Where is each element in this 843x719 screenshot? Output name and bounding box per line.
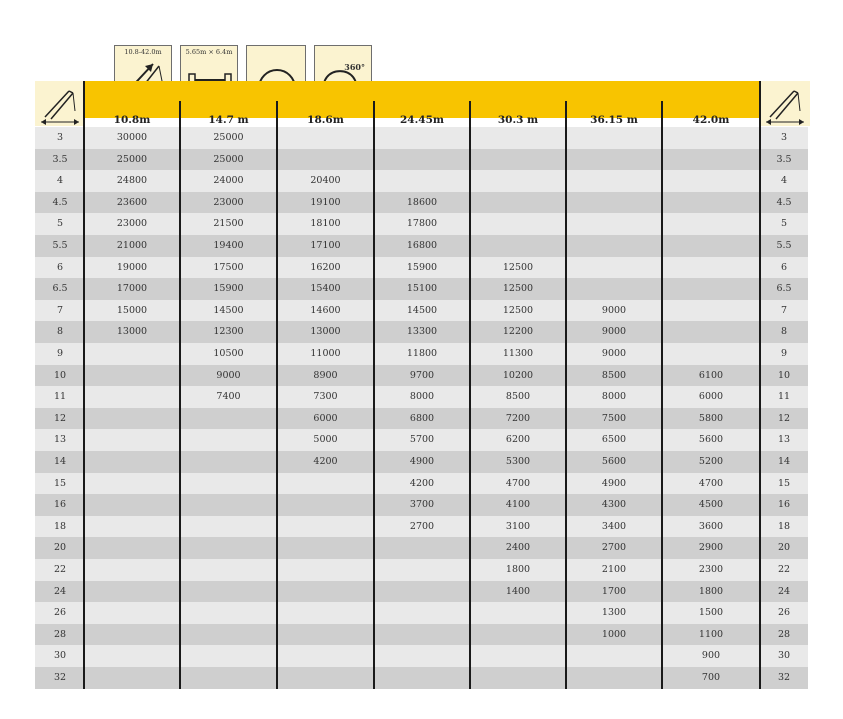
radius-right-cell: 7 [780,304,788,316]
load-cell [84,645,180,667]
load-cell: 17100 [310,240,341,251]
load-cell [374,602,470,624]
load-cell [277,581,374,603]
load-cell [277,559,374,581]
load-cell [180,581,277,603]
radius-right-cell: 5 [780,218,788,230]
radius-right-cell: 13 [777,434,791,446]
column-divider [276,101,278,689]
radius-left-cell: 3.5 [52,153,68,165]
radius-right-cell: 3 [780,132,788,143]
load-cell: 30000 [116,132,148,143]
load-cell: 13000 [310,326,341,338]
load-cell: 25000 [116,153,148,165]
load-cell: 1800 [505,564,531,575]
load-cell [374,127,470,149]
radius-left-cell: 12 [53,412,67,424]
load-cell [180,559,277,581]
load-cell: 19400 [213,240,244,251]
load-cell: 4500 [698,499,724,511]
load-cell [180,429,277,451]
load-cell: 9000 [601,348,627,359]
radius-right-cell: 14 [777,456,791,467]
load-cell [277,127,374,149]
radius-right-cell: 4.5 [776,196,792,208]
load-cell [277,645,374,667]
load-cell: 3600 [698,520,724,532]
load-cell: 16800 [406,240,438,251]
table-row [35,257,808,279]
table-row [35,408,808,430]
load-cell [566,278,662,300]
radius-left-cell: 20 [53,542,67,554]
load-cell [84,516,180,538]
boom-range-label: 10.8-42.0m [124,48,162,56]
load-cell: 2700 [409,520,435,532]
load-cell: 4200 [409,477,435,489]
load-cell: 25000 [213,132,244,143]
load-cell [374,667,470,689]
load-cell: 4700 [505,477,531,489]
load-cell: 12500 [502,304,534,316]
table-row [35,624,808,646]
load-cell: 1700 [601,585,627,597]
table-row [35,386,808,408]
table-row [35,494,808,516]
load-cell [470,235,566,257]
load-cell: 17500 [213,261,244,273]
radius-left-cell: 8 [56,326,64,338]
load-cell [470,170,566,192]
load-cell: 2900 [698,542,724,554]
table-row [35,429,808,451]
load-cell [180,408,277,430]
load-cell [470,192,566,214]
load-cell: 8500 [505,391,531,403]
table-row [35,602,808,624]
column-header-4: 24.45m [400,114,444,126]
table-row [35,537,808,559]
load-cell [470,213,566,235]
radius-left-cell: 3 [56,132,64,143]
load-cell [374,645,470,667]
radius-left-cell: 5 [56,218,64,230]
load-cell: 6500 [601,434,627,446]
load-cell: 3400 [601,520,627,532]
load-cell [277,537,374,559]
load-cell: 2700 [601,542,627,554]
radius-left-cell: 32 [53,672,67,683]
radius-left-cell: 30 [53,650,67,662]
load-cell: 1400 [505,585,531,597]
load-cell [662,213,760,235]
radius-right-cell: 32 [777,672,791,683]
table-row [35,149,808,171]
load-cell: 1000 [601,628,627,640]
load-cell [662,257,760,279]
column-divider [661,101,663,689]
load-cell: 13000 [116,326,148,338]
load-cell: 5700 [409,434,435,446]
load-cell [84,559,180,581]
load-cell: 5300 [505,456,531,467]
load-cell: 4300 [601,499,627,511]
load-cell: 14500 [213,304,244,316]
column-header-2: 14.7 m [208,114,249,126]
radius-right-cell: 6 [780,261,788,273]
load-cell: 5800 [698,412,724,424]
table-row [35,321,808,343]
load-cell: 9000 [216,369,241,381]
load-cell [470,667,566,689]
load-cell: 700 [701,672,721,683]
load-cell [180,602,277,624]
column-header-5: 30.3 m [497,114,539,126]
radius-left-cell: 28 [53,628,67,640]
load-cell: 16200 [310,261,341,273]
load-cell: 24800 [116,175,148,187]
load-cell [277,516,374,538]
load-cell [662,149,760,171]
radius-right-cell: 12 [777,412,791,424]
column-header-6: 36.15 m [590,114,638,126]
table-row [35,213,808,235]
radius-right-cell: 3.5 [776,153,792,165]
load-cell: 2100 [601,564,627,575]
radius-left-cell: 14 [53,456,67,467]
load-cell [566,645,662,667]
table-row [35,300,808,322]
load-cell: 900 [701,650,721,662]
table-row [35,581,808,603]
load-cell: 19100 [310,196,341,208]
load-cell: 8500 [601,369,627,381]
load-cell [84,473,180,495]
load-cell [662,235,760,257]
radius-right-cell: 6.5 [776,283,792,295]
load-cell [84,429,180,451]
load-cell: 6800 [409,412,435,424]
load-cell: 15400 [310,283,341,295]
column-divider [759,81,761,689]
load-cell: 15900 [213,283,244,295]
load-cell [180,494,277,516]
load-cell: 15100 [406,283,438,295]
load-cell: 2300 [698,564,724,575]
load-cell [180,516,277,538]
load-cell: 5600 [698,434,724,446]
column-divider [469,101,471,689]
load-cell [374,537,470,559]
load-cell [277,624,374,646]
radius-left-cell: 24 [53,585,67,597]
radius-right-cell: 11 [777,391,791,403]
load-cell [180,473,277,495]
load-cell: 23000 [116,218,148,230]
load-cell [84,343,180,365]
load-cell [566,213,662,235]
load-cell [566,257,662,279]
load-cell: 3100 [505,520,531,532]
load-cell: 18600 [406,196,438,208]
load-cell [566,149,662,171]
right-corner-crane-icon [760,81,810,126]
table-row [35,516,808,538]
load-cell: 9000 [601,304,627,316]
radius-right-cell: 30 [777,650,791,662]
radius-left-cell: 15 [53,477,67,489]
radius-left-cell: 7 [56,304,64,316]
load-cell [470,645,566,667]
load-cell [84,537,180,559]
load-cell [374,581,470,603]
radius-right-cell: 15 [777,477,791,489]
load-cell [374,149,470,171]
radius-left-cell: 13 [53,434,67,446]
load-cell: 12300 [213,326,244,338]
load-cell [84,386,180,408]
load-cell [662,321,760,343]
load-cell: 6200 [505,434,531,446]
load-cell: 12200 [502,326,534,338]
radius-right-cell: 16 [777,499,791,511]
load-cell [566,170,662,192]
column-divider [373,101,375,689]
radius-left-cell: 16 [53,499,67,511]
load-cell: 17000 [116,283,148,295]
load-cell [566,192,662,214]
load-cell [374,559,470,581]
load-cell [277,473,374,495]
left-corner-crane-icon [35,81,85,126]
load-cell: 21000 [116,240,148,251]
load-cell [84,602,180,624]
load-cell: 4100 [505,499,531,511]
radius-left-cell: 26 [53,607,67,619]
load-cell: 1800 [698,585,724,597]
load-cell: 1500 [698,607,724,619]
load-cell [470,127,566,149]
table-row [35,559,808,581]
load-cell [84,581,180,603]
load-cell: 7200 [505,412,531,424]
load-cell [566,235,662,257]
radius-right-cell: 24 [777,585,791,597]
load-cell: 23000 [213,196,244,208]
load-cell: 10500 [213,348,244,359]
load-cell: 1300 [601,607,627,619]
load-cell: 23600 [116,196,148,208]
column-divider [565,101,567,689]
load-cell: 15900 [406,261,438,273]
load-cell: 4200 [313,456,338,467]
radius-right-cell: 20 [777,542,791,554]
radius-right-cell: 18 [777,520,791,532]
load-cell: 8000 [409,391,435,403]
radius-left-cell: 18 [53,520,67,532]
load-cell: 15000 [116,304,148,316]
table-row [35,343,808,365]
load-cell [470,602,566,624]
load-cell: 4700 [698,477,724,489]
radius-right-cell: 4 [780,175,788,187]
load-cell [180,645,277,667]
load-cell: 14500 [406,304,438,316]
load-cell: 25000 [213,153,244,165]
load-cell [374,170,470,192]
load-cell: 12500 [502,261,534,273]
load-cell [374,624,470,646]
load-cell: 12500 [502,283,534,295]
load-cell [84,408,180,430]
load-cell: 13300 [406,326,438,338]
load-cell: 11000 [310,348,341,359]
load-cell [470,149,566,171]
radius-left-cell: 22 [53,564,67,575]
load-cell: 5600 [601,456,627,467]
radius-left-cell: 6.5 [52,283,68,295]
load-cell: 4900 [601,477,627,489]
load-cell: 20400 [310,175,341,187]
radius-right-cell: 28 [777,628,791,640]
radius-left-cell: 6 [56,261,64,273]
load-cell: 7300 [313,391,338,403]
outrigger-span-label: 5.65m × 6.4m [185,48,233,56]
load-cell: 9700 [409,369,435,381]
load-cell: 14600 [310,304,341,316]
column-header-1: 10.8m [113,114,151,126]
load-cell: 5200 [698,456,724,467]
load-cell [277,602,374,624]
load-cell [180,537,277,559]
load-cell [84,365,180,387]
load-cell: 19000 [116,261,148,273]
table-row [35,192,808,214]
table-row [35,451,808,473]
load-cell [180,667,277,689]
load-cell [662,127,760,149]
column-header-3: 18.6m [307,114,344,126]
load-cell [662,343,760,365]
load-cell [277,494,374,516]
load-cell [470,624,566,646]
table-row [35,645,808,667]
load-cell: 4900 [409,456,435,467]
load-cell [662,278,760,300]
load-cell [84,624,180,646]
radius-right-cell: 10 [777,369,791,381]
load-cell [662,170,760,192]
load-cell: 8900 [313,369,338,381]
load-cell: 6000 [698,391,724,403]
radius-left-cell: 11 [53,391,67,403]
column-divider [83,81,85,689]
table-row [35,127,808,149]
load-cell: 2400 [505,542,531,554]
load-cell: 24000 [213,175,244,187]
load-cell: 21500 [213,218,244,230]
load-cell: 3700 [409,499,435,511]
load-cell [84,494,180,516]
radius-left-cell: 10 [53,369,67,381]
load-cell: 10200 [502,369,534,381]
load-cell [84,451,180,473]
table-row [35,473,808,495]
radius-left-cell: 9 [56,348,64,359]
column-header-7: 42.0m [692,114,730,126]
load-cell: 5000 [313,434,338,446]
load-cell: 17800 [406,218,438,230]
load-cell [662,300,760,322]
table-row [35,170,808,192]
table-row [35,235,808,257]
load-cell: 7500 [601,412,627,424]
radius-right-cell: 26 [777,607,791,619]
table-row [35,278,808,300]
radius-left-cell: 5.5 [52,240,68,251]
load-cell: 8000 [601,391,627,403]
table-row [35,365,808,387]
load-cell: 6100 [698,369,724,381]
load-cell [180,451,277,473]
load-cell [180,624,277,646]
load-cell [566,667,662,689]
load-cell: 6000 [313,412,338,424]
table-row [35,667,808,689]
radius-right-cell: 8 [780,326,788,338]
radius-right-cell: 9 [780,348,788,359]
load-cell: 18100 [310,218,341,230]
radius-right-cell: 5.5 [776,240,792,251]
column-divider [179,101,181,689]
load-cell [662,192,760,214]
load-cell: 11300 [502,348,534,359]
load-cell: 11800 [406,348,438,359]
load-cell: 1100 [698,628,724,640]
load-cell [277,149,374,171]
radius-right-cell: 22 [777,564,791,575]
load-cell [566,127,662,149]
radius-left-cell: 4 [56,175,64,187]
load-cell [84,667,180,689]
radius-left-cell: 4.5 [52,196,68,208]
load-cell [277,667,374,689]
rotation-degree-label: 360° [344,62,365,72]
load-cell: 7400 [216,391,241,403]
load-cell: 9000 [601,326,627,338]
